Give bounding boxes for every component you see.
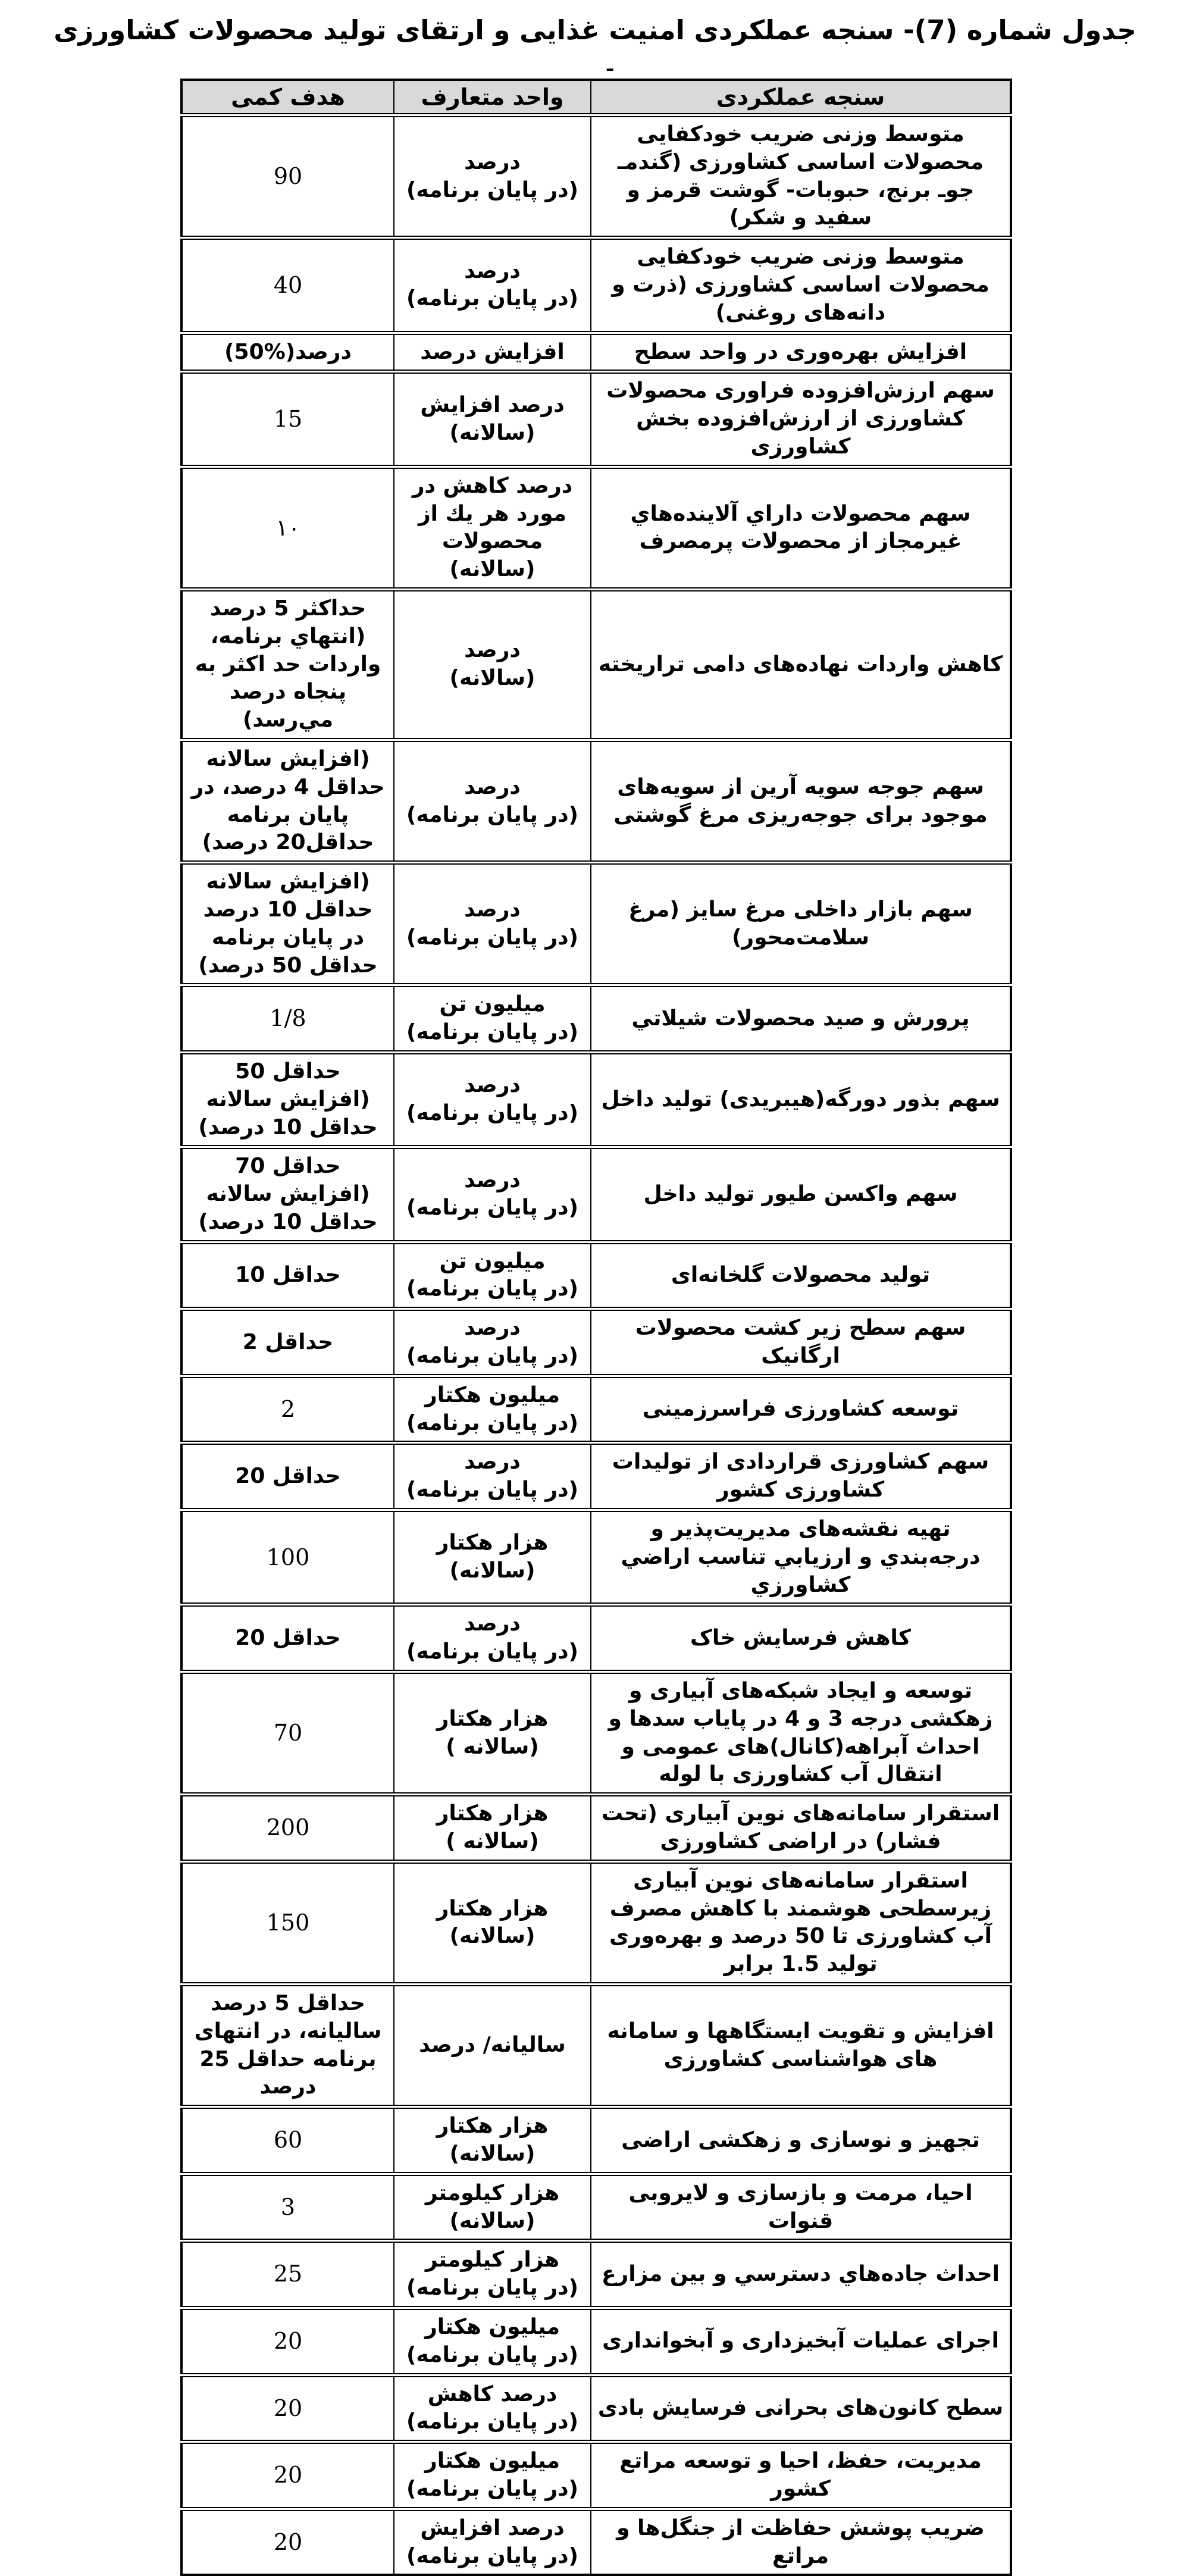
target-cell — [181, 1985, 394, 2107]
target-text: ۱۰ — [275, 514, 300, 541]
measure-cell — [591, 2308, 1011, 2375]
measure-text: متوسط وزنی ضریب خودکفایی محصولات اساسی کشاورزی (ذرت و دانه‌های روغنی) — [612, 245, 989, 325]
measure-text: ضریب پوشش حفاظت از جنگل‌ها و مراتع — [616, 2515, 985, 2568]
stray-dash-mark: ـ — [607, 55, 613, 76]
target-cell — [181, 467, 394, 589]
target-cell — [181, 1605, 394, 1672]
measure-text: احداث جاده‌هاي دسترسي و بین مزارع — [601, 2261, 1000, 2286]
unit-note-text: (در پایان برنامه) — [406, 1478, 579, 1503]
measure-text: استقرار سامانه‌های نوین آبیاری زیرسطحی هوشمند با کاهش مصرف آب کشاورزی تا 50 درصد و بهره‌وری تولید 1.5 برابر — [609, 1868, 992, 1977]
target-text: 20 — [273, 2395, 303, 2421]
unit-note-text: (سالانه) — [449, 557, 536, 582]
header-cell-unit: واحد متعارف — [394, 80, 591, 115]
target-text: 40 — [273, 271, 303, 298]
unit-cell — [394, 115, 591, 238]
unit-note-text: (سالانه) — [449, 420, 536, 445]
unit-cell — [394, 1795, 591, 1862]
target-cell — [181, 1795, 394, 1862]
target-cell — [181, 2442, 394, 2509]
measure-cell — [591, 238, 1011, 333]
unit-text: درصد — [464, 1611, 521, 1636]
unit-text: هزار کیلومتر — [425, 2248, 560, 2273]
unit-note-text: (در پایان برنامه) — [406, 1639, 579, 1664]
table-row — [181, 1672, 1011, 1795]
unit-cell — [394, 238, 591, 333]
unit-text: درصد افزایش — [420, 2515, 565, 2540]
measure-cell — [591, 1605, 1011, 1672]
measure-text: تولید محصولات گلخانه‌ای — [671, 1263, 931, 1288]
unit-cell — [394, 1605, 591, 1672]
unit-cell — [394, 1443, 591, 1510]
unit-cell — [394, 2375, 591, 2442]
page-title: جدول شماره (7)- سنجه عملکردی امنیت غذایی و ارتقای تولید محصولات کشاورزی — [54, 14, 1136, 46]
table-row — [181, 1985, 1011, 2107]
target-text: 20 — [273, 2462, 303, 2489]
measure-cell — [591, 333, 1011, 372]
unit-text: درصد — [464, 149, 521, 174]
target-cell — [181, 2375, 394, 2442]
target-cell — [181, 1672, 394, 1795]
table-row — [181, 2174, 1011, 2241]
table-row — [181, 467, 1011, 589]
measure-text: سهم ارزش‌افزوده فراوری محصولات کشاورزی از ارزش‌افزوده بخش کشاورزی — [606, 378, 995, 459]
measure-text: احیا، مرمت و بازسازی و لایروبی قنوات — [628, 2180, 973, 2233]
measure-cell — [591, 1242, 1011, 1309]
measure-text: سهم محصولات داراي آلاینده‌هاي غیرمجاز از محصولات پرمصرف — [630, 501, 971, 554]
unit-text: درصد — [464, 897, 521, 922]
measure-cell — [591, 1443, 1011, 1510]
target-text: 90 — [273, 162, 303, 189]
target-text: 100 — [266, 1544, 310, 1570]
unit-text: هزار هکتار — [436, 1896, 549, 1921]
measure-cell — [591, 1376, 1011, 1443]
table-row — [181, 1443, 1011, 1510]
target-cell — [181, 2241, 394, 2308]
target-text: حداقل 50 (افزایش سالانه حداقل 10 درصد) — [198, 1059, 378, 1140]
target-text: 200 — [266, 1814, 310, 1841]
unit-cell — [394, 1510, 591, 1605]
target-text: حداقل 2 — [242, 1329, 334, 1354]
target-cell — [181, 372, 394, 467]
unit-cell — [394, 985, 591, 1053]
unit-cell — [394, 1242, 591, 1309]
unit-note-text: (در پایان برنامه) — [406, 1344, 579, 1369]
target-text: (افزایش سالانه حداقل 4 درصد، در پایان برنامه حداقل20 درصد) — [191, 746, 385, 855]
measure-cell — [591, 863, 1011, 985]
unit-text: درصد — [464, 638, 521, 663]
unit-text: افزایش درصد — [420, 339, 565, 364]
target-text: حداکثر 5 درصد (انتهاي برنامه، واردات حد اکثر به پنجاه درصد مي‌رسد) — [195, 596, 381, 733]
measure-cell — [591, 2174, 1011, 2241]
measure-cell — [591, 1861, 1011, 1984]
unit-text: درصد افزایش — [420, 392, 565, 417]
measure-cell — [591, 589, 1011, 740]
measure-cell — [591, 372, 1011, 467]
performance-measures-table — [180, 79, 1012, 2576]
table-row — [181, 1510, 1011, 1605]
measure-text: توسعه و ایجاد شبکه‌های آبیاری و زهکشی درجه 3 و 4 در پایاب سدها و احداث آبراهه(کانال)های عمومی و انتقال آب کشاورزی با لوله — [608, 1679, 993, 1787]
measure-text: پرورش و صید محصولات شیلاتي — [631, 1006, 970, 1031]
unit-note-text: (در پایان برنامه) — [406, 925, 579, 950]
unit-cell — [394, 589, 591, 740]
measure-text: سهم جوجه سویه آرین از سویه‌های موجود برای جوجه‌ریزی مرغ گوشتی — [613, 774, 988, 827]
target-cell — [181, 1861, 394, 1984]
measure-text: افزایش و تقویت ایستگاهها و سامانه های هواشناسی کشاورزی — [607, 2018, 994, 2071]
table-header-row — [181, 80, 1011, 115]
target-cell — [181, 1242, 394, 1309]
measure-text: سهم بازار داخلی مرغ سایز (مرغ سلامت‌محور) — [628, 897, 973, 950]
unit-cell — [394, 2107, 591, 2174]
target-text: 60 — [273, 2127, 303, 2154]
measure-cell — [591, 1985, 1011, 2107]
unit-note-text: (سالانه ) — [446, 1829, 539, 1854]
target-text: درصد(%50) — [224, 339, 352, 364]
measure-cell — [591, 985, 1011, 1053]
unit-note-text: (در پایان برنامه) — [406, 1195, 579, 1220]
unit-text: درصد — [464, 1450, 521, 1475]
unit-cell — [394, 1985, 591, 2107]
measure-cell — [591, 1510, 1011, 1605]
target-cell — [181, 1443, 394, 1510]
measure-cell — [591, 2241, 1011, 2308]
unit-note-text: (در پایان برنامه) — [406, 2409, 579, 2434]
target-cell — [181, 115, 394, 238]
target-cell — [181, 1052, 394, 1147]
measure-cell — [591, 115, 1011, 238]
measure-text: سهم بذور دورگه(هیبریدی) تولید داخل — [601, 1087, 1000, 1112]
table-body — [181, 115, 1011, 2575]
target-text: 150 — [266, 1909, 310, 1936]
unit-text: درصد — [464, 1168, 521, 1192]
unit-text: هزار هکتار — [436, 1706, 549, 1731]
table-row — [181, 589, 1011, 740]
target-cell — [181, 333, 394, 372]
table-row — [181, 2107, 1011, 2174]
target-text: حداقل 20 — [235, 1463, 341, 1488]
unit-text: سالیانه/ درصد — [419, 2033, 566, 2058]
target-text: 20 — [273, 2328, 303, 2355]
target-cell — [181, 2174, 394, 2241]
table-row — [181, 2241, 1011, 2308]
target-text: 3 — [280, 2193, 296, 2220]
measure-text: سهم واکسن طیور تولید داخل — [643, 1182, 958, 1207]
unit-cell — [394, 2308, 591, 2375]
target-text: 15 — [273, 405, 303, 432]
unit-note-text: (در پایان برنامه) — [406, 2476, 579, 2501]
unit-note-text: (در پایان برنامه) — [406, 1101, 579, 1126]
table-row — [181, 1309, 1011, 1376]
table-row — [181, 238, 1011, 333]
target-text: حداقل 70 (افزایش سالانه حداقل 10 درصد) — [198, 1154, 378, 1234]
unit-note-text: (در پایان برنامه) — [406, 1020, 579, 1045]
target-cell — [181, 2107, 394, 2174]
unit-note-text: (سالانه) — [449, 2142, 536, 2166]
unit-cell — [394, 1861, 591, 1984]
target-text: 20 — [273, 2528, 303, 2555]
measure-text: سهم سطح زیر کشت محصولات ارگانیک — [635, 1316, 966, 1369]
unit-cell — [394, 333, 591, 372]
table-row — [181, 1242, 1011, 1309]
target-cell — [181, 2308, 394, 2375]
measure-text: متوسط وزنی ضریب خودکفایی محصولات اساسی کشاورزی (گندمـ جوـ برنج، حبوبات- گوشت قرمز و سفید و شکر) — [617, 122, 984, 230]
measure-cell — [591, 2442, 1011, 2509]
target-cell — [181, 1376, 394, 1443]
measure-cell — [591, 2375, 1011, 2442]
target-text: (افزایش سالانه حداقل 10 درصد در پایان برنامه حداقل 50 درصد) — [198, 869, 378, 978]
unit-cell — [394, 1147, 591, 1242]
target-cell — [181, 863, 394, 985]
table-row — [181, 1605, 1011, 1672]
measure-cell — [591, 2509, 1011, 2575]
target-text: حداقل 20 — [235, 1625, 341, 1650]
table-row — [181, 1052, 1011, 1147]
unit-cell — [394, 863, 591, 985]
target-cell — [181, 589, 394, 740]
measure-text: اجرای عملیات آبخیزداری و آبخوانداری — [602, 2328, 999, 2353]
unit-text: هزار هکتار — [436, 1530, 549, 1555]
measure-cell — [591, 1672, 1011, 1795]
target-text: حداقل 10 — [235, 1263, 341, 1288]
table-row — [181, 1147, 1011, 1242]
target-cell — [181, 1309, 394, 1376]
unit-note-text: (در پایان برنامه) — [406, 2543, 579, 2568]
table-row — [181, 740, 1011, 862]
unit-cell — [394, 372, 591, 467]
unit-text: هزار هکتار — [436, 2114, 549, 2139]
unit-cell — [394, 740, 591, 862]
target-text: 70 — [273, 1719, 303, 1746]
unit-note-text: (سالانه) — [449, 2208, 536, 2233]
measure-cell — [591, 1052, 1011, 1147]
unit-text: درصد — [464, 1316, 521, 1341]
measure-cell — [591, 467, 1011, 589]
target-text: 25 — [273, 2261, 303, 2287]
unit-text: میلیون هکتار — [424, 2314, 560, 2339]
unit-text: درصد کاهش — [427, 2381, 558, 2406]
target-text: حداقل 5 درصد سالیانه، در انتهای برنامه حداقل 25 درصد — [194, 1991, 382, 2099]
measure-text: سهم کشاورزی قراردادی از تولیدات کشاورزی کشور — [612, 1450, 989, 1503]
unit-note-text: (در پایان برنامه) — [406, 1276, 579, 1301]
unit-text: درصد — [464, 774, 521, 799]
target-cell — [181, 1510, 394, 1605]
table-row — [181, 2308, 1011, 2375]
table-row — [181, 1861, 1011, 1984]
table-row — [181, 863, 1011, 985]
unit-cell — [394, 1376, 591, 1443]
measure-cell — [591, 2107, 1011, 2174]
unit-note-text: (سالانه) — [449, 665, 536, 690]
target-cell — [181, 238, 394, 333]
unit-note-text: (سالانه) — [449, 1924, 536, 1949]
table-row — [181, 372, 1011, 467]
measure-text: تهیه نقشه‌های مدیریت‌پذیر و درجه‌بندي و ارزیابي تناسب اراضي کشاورزي — [621, 1517, 981, 1597]
measure-text: کاهش واردات نهاده‌های دامی تراریخته — [598, 652, 1003, 677]
table-row — [181, 985, 1011, 1053]
unit-cell — [394, 2509, 591, 2575]
unit-text: میلیون تن — [439, 1248, 546, 1273]
unit-note-text: (در پایان برنامه) — [406, 2342, 579, 2367]
measure-text: کاهش فرسایش خاک — [690, 1625, 911, 1650]
target-cell — [181, 1147, 394, 1242]
measure-cell — [591, 1309, 1011, 1376]
unit-cell — [394, 1052, 591, 1147]
unit-note-text: (در پایان برنامه) — [406, 802, 579, 827]
unit-cell — [394, 1672, 591, 1795]
measure-cell — [591, 740, 1011, 862]
unit-note-text: (در پایان برنامه) — [406, 1410, 579, 1435]
unit-cell — [394, 2241, 591, 2308]
unit-cell — [394, 1309, 591, 1376]
unit-note-text: (در پایان برنامه) — [406, 177, 579, 202]
unit-note-text: (سالانه ) — [446, 1734, 539, 1759]
target-cell — [181, 740, 394, 862]
measure-text: مدیریت، حفظ، احیا و توسعه مراتع کشور — [619, 2449, 982, 2501]
table-row — [181, 115, 1011, 238]
table-row — [181, 2442, 1011, 2509]
table-row — [181, 333, 1011, 372]
unit-text: درصد — [464, 258, 521, 283]
table-row — [181, 2375, 1011, 2442]
header-cell-target: هدف کمی — [181, 80, 394, 115]
measure-text: افزایش بهره‌وری در واحد سطح — [634, 339, 967, 364]
target-cell — [181, 2509, 394, 2575]
unit-text: میلیون هکتار — [424, 2449, 560, 2474]
unit-cell — [394, 2174, 591, 2241]
measure-text: استقرار سامانه‌های نوین آبیاری (تحت فشار) در اراضی کشاورزی — [601, 1801, 1000, 1854]
table-row — [181, 1795, 1011, 1862]
unit-note-text: (در پایان برنامه) — [406, 2275, 579, 2300]
unit-cell — [394, 2442, 591, 2509]
target-text: 2 — [280, 1395, 296, 1422]
target-cell — [181, 985, 394, 1053]
unit-text: درصد — [464, 1073, 521, 1098]
measure-cell — [591, 1795, 1011, 1862]
table-row — [181, 1376, 1011, 1443]
unit-cell — [394, 467, 591, 589]
table-row — [181, 2509, 1011, 2575]
unit-note-text: (در پایان برنامه) — [406, 286, 579, 311]
unit-note-text: (سالانه) — [449, 1558, 536, 1583]
measure-cell — [591, 1147, 1011, 1242]
measure-text: توسعه کشاورزی فراسرزمینی — [642, 1397, 959, 1422]
unit-text: درصد کاهش در مورد هر یك از محصولات — [412, 473, 573, 554]
unit-text: هزار هکتار — [436, 1801, 549, 1826]
measure-text: تجهیز و نوسازی و زهکشی اراضی — [621, 2127, 980, 2152]
unit-text: میلیون تن — [439, 992, 546, 1017]
unit-text: میلیون هکتار — [424, 1382, 560, 1407]
unit-text: هزار کیلومتر — [425, 2180, 560, 2205]
header-cell-measure: سنجه عملکردی — [591, 80, 1011, 115]
measure-text: سطح کانون‌های بحرانی فرسایش بادی — [597, 2395, 1004, 2420]
target-text: 1/8 — [270, 1005, 306, 1032]
